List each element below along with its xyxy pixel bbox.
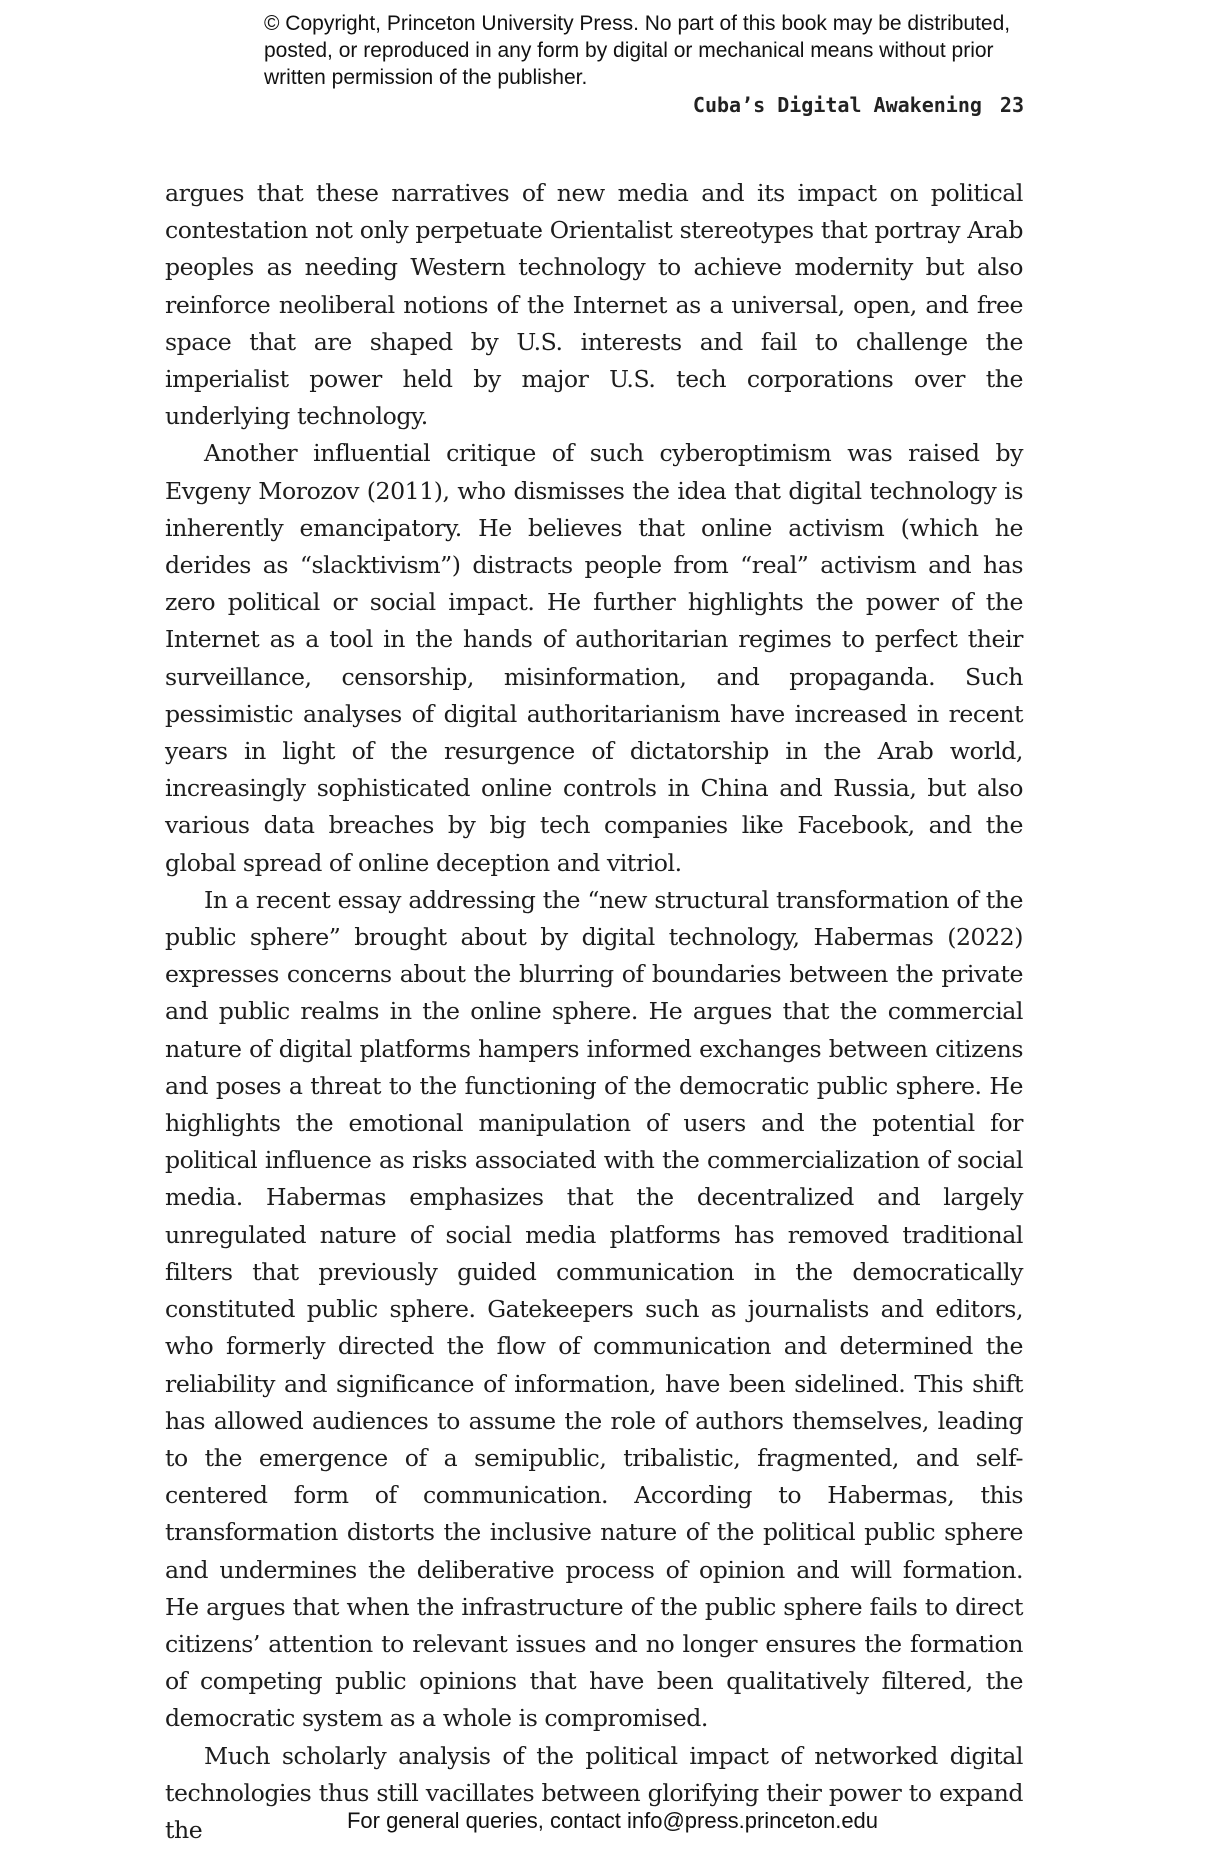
paragraph: Another influential critique of such cyberoptimism was raised by Evgeny Morozov (2011), who dismisses the idea that digital technology is inherently emancipatory. He believes that online activism (which he derides as “slacktivism”) distracts people from “real” activism and has zero political or social impact. He further highlights the power of the Internet as a tool in the hands of authoritarian regimes to perfect their surveillance, censorship, misinformation, and propaganda. Such pessimistic analyses of digital authoritarianism have increased in recent years in light of the resurgence of dictatorship in the Arab world, increasingly sophisticated online controls in China and Russia, but also various data breaches by big tech companies like Facebook, and the global spread of online deception and vitriol. [165, 439, 1023, 877]
body-text [165, 175, 1023, 1849]
page-number: 23 [999, 93, 1024, 117]
paragraph: Much scholarly analysis of the political impact of networked digital technologies thus still vacillates between glorifying their power to expand the [165, 1741, 1023, 1844]
copyright-notice: © Copyright, Princeton University Press. No part of this book may be distributed, posted, or reproduced in any form by digital or mechanical means without prior written permission of the publisher. [264, 12, 1011, 89]
chapter-title: Cuba’s Digital Awakening [692, 93, 982, 117]
footer-contact: For general queries, contact info@press.princeton.edu [346, 1808, 879, 1833]
running-head [693, 93, 1024, 117]
paragraph: In a recent essay addressing the “new structural transformation of the public sphere” brought about by digital technology, Habermas (2022) expresses concerns about the blurring of boundaries between the private and public realms in the online sphere. He argues that the commercial nature of digital platforms hampers informed exchanges between citizens and poses a threat to the functioning of the democratic public sphere. He highlights the emotional manipulation of users and the potential for political influence as risks associated with the commercialization of social media. Habermas emphasizes that the decentralized and largely unregulated nature of social media platforms has removed traditional filters that previously guided communication in the democratically constituted public sphere. Gatekeepers such as journalists and editors, who formerly directed the flow of communication and determined the reliability and significance of information, have been sidelined. This shift has allowed audiences to assume the role of authors themselves, leading to the emergence of a semipublic, tribalistic, fragmented, and self-centered form of communication. According to Habermas, this transformation distorts the inclusive nature of the political public sphere and undermines the deliberative process of opinion and will formation. He argues that when the infrastructure of the public sphere fails to direct citizens’ attention to relevant issues and no longer ensures the formation of competing public opinions that have been qualitatively filtered, the democratic system as a whole is compromised. [165, 885, 1023, 1733]
paragraph: argues that these narratives of new media and its impact on political contestation not only perpetuate Orientalist stereotypes that portray Arab peoples as needing Western technology to achieve modernity but also reinforce neoliberal notions of the Internet as a universal, open, and free space that are shaped by U.S. interests and fail to challenge the imperialist power held by major U.S. tech corporations over the underlying technology. [165, 179, 1023, 431]
